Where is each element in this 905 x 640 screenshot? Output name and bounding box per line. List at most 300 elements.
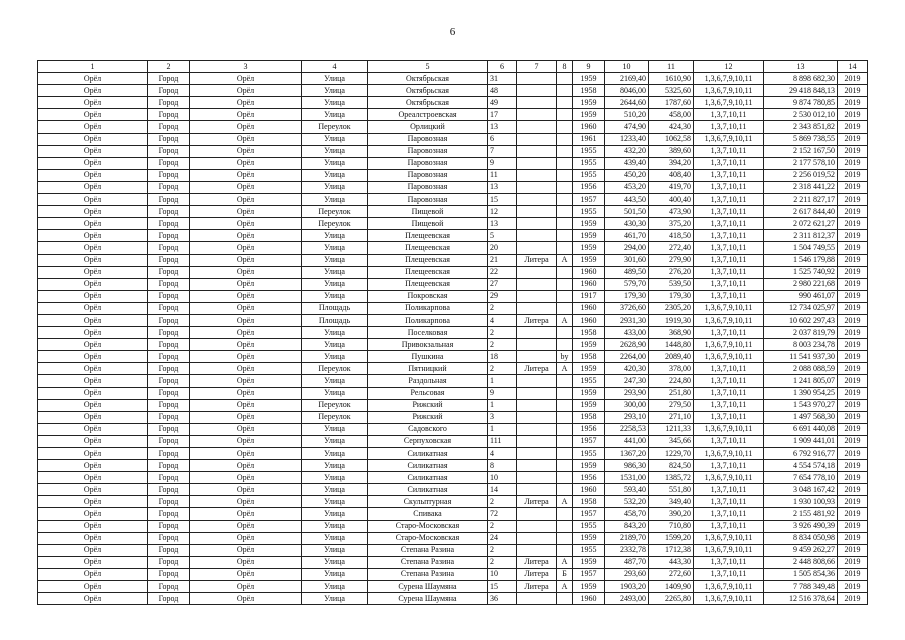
- table-cell: Город: [148, 194, 190, 206]
- table-cell: Орёл: [38, 448, 148, 460]
- table-cell: Переулок: [302, 363, 368, 375]
- table-cell: 1956: [573, 472, 605, 484]
- table-cell: 6 691 440,08: [764, 423, 838, 435]
- table-cell: 2 343 851,82: [764, 121, 838, 133]
- table-row: [38, 496, 868, 508]
- table-cell: Орёл: [38, 145, 148, 157]
- table-cell: [557, 230, 573, 242]
- table-cell: 510,20: [605, 109, 649, 121]
- table-cell: by: [557, 351, 573, 363]
- table-row: [38, 85, 868, 97]
- column-header: 10: [605, 61, 649, 73]
- table-cell: 1,3,7,10,11: [694, 484, 764, 496]
- table-cell: [557, 206, 573, 218]
- table-cell: Орёл: [38, 484, 148, 496]
- table-cell: 2019: [838, 254, 868, 266]
- table-cell: Плещеевская: [368, 254, 488, 266]
- table-cell: 300,00: [605, 399, 649, 411]
- table-cell: Сурена Шаумяна: [368, 581, 488, 593]
- table-cell: 9 459 262,27: [764, 544, 838, 556]
- table-cell: Улица: [302, 423, 368, 435]
- table-cell: Орёл: [190, 121, 302, 133]
- table-cell: Орёл: [190, 169, 302, 181]
- table-cell: 247,30: [605, 375, 649, 387]
- table-cell: Орёл: [38, 302, 148, 314]
- table-cell: Пятницкий: [368, 363, 488, 375]
- table-cell: 1,3,7,10,11: [694, 568, 764, 580]
- table-cell: Город: [148, 508, 190, 520]
- table-cell: Город: [148, 544, 190, 556]
- table-cell: 10 602 297,43: [764, 314, 838, 326]
- table-cell: Скульптурная: [368, 496, 488, 508]
- table-cell: 432,20: [605, 145, 649, 157]
- table-cell: Город: [148, 169, 190, 181]
- table-cell: Орёл: [190, 218, 302, 230]
- table-cell: Орёл: [38, 85, 148, 97]
- table-cell: 1,3,7,10,11: [694, 375, 764, 387]
- table-cell: 2019: [838, 399, 868, 411]
- column-header: 12: [694, 61, 764, 73]
- table-cell: Орёл: [38, 218, 148, 230]
- table-cell: 5 869 738,55: [764, 133, 838, 145]
- table-cell: Старо-Московская: [368, 532, 488, 544]
- table-cell: Город: [148, 230, 190, 242]
- table-cell: Город: [148, 314, 190, 326]
- table-cell: 1367,20: [605, 448, 649, 460]
- table-cell: 1,3,7,10,11: [694, 121, 764, 133]
- table-cell: 1062,58: [649, 133, 694, 145]
- table-cell: 1,3,6,7,9,10,11: [694, 133, 764, 145]
- table-cell: 1956: [573, 423, 605, 435]
- table-cell: [557, 508, 573, 520]
- table-cell: Плещеевская: [368, 230, 488, 242]
- table-cell: 1,3,7,10,11: [694, 169, 764, 181]
- table-cell: [517, 85, 557, 97]
- column-header: 6: [488, 61, 517, 73]
- table-cell: Старо-Московская: [368, 520, 488, 532]
- table-cell: Орёл: [38, 460, 148, 472]
- table-row: [38, 581, 868, 593]
- table-cell: 439,40: [605, 157, 649, 169]
- table-cell: 20: [488, 242, 517, 254]
- table-cell: 179,30: [649, 290, 694, 302]
- table-cell: Орёл: [190, 109, 302, 121]
- table-cell: Орёл: [38, 339, 148, 351]
- table-cell: Орёл: [38, 411, 148, 423]
- table-cell: 1,3,7,10,11: [694, 266, 764, 278]
- table-cell: Орёл: [38, 399, 148, 411]
- table-cell: Улица: [302, 351, 368, 363]
- table-cell: 279,50: [649, 399, 694, 411]
- table-cell: 24: [488, 532, 517, 544]
- table-cell: Город: [148, 339, 190, 351]
- table-cell: Улица: [302, 472, 368, 484]
- table-row: [38, 593, 868, 605]
- table-cell: Литера: [517, 314, 557, 326]
- table-cell: 2019: [838, 581, 868, 593]
- table-cell: Силикатная: [368, 484, 488, 496]
- table-cell: 12: [488, 206, 517, 218]
- table-cell: Орёл: [38, 194, 148, 206]
- table-cell: 1: [488, 375, 517, 387]
- table-cell: Орёл: [190, 97, 302, 109]
- table-cell: Орёл: [190, 460, 302, 472]
- table-cell: 551,80: [649, 484, 694, 496]
- table-cell: Паровозная: [368, 145, 488, 157]
- table-cell: 1,3,7,10,11: [694, 109, 764, 121]
- table-cell: 1959: [573, 218, 605, 230]
- table-cell: 1959: [573, 363, 605, 375]
- table-row: [38, 157, 868, 169]
- table-cell: [517, 327, 557, 339]
- table-cell: 2019: [838, 544, 868, 556]
- table-cell: 2019: [838, 157, 868, 169]
- table-cell: Орёл: [190, 242, 302, 254]
- column-header: 2: [148, 61, 190, 73]
- table-cell: [517, 206, 557, 218]
- table-cell: Литера: [517, 496, 557, 508]
- table-cell: 441,00: [605, 435, 649, 447]
- table-cell: 1960: [573, 121, 605, 133]
- table-cell: Орёл: [38, 363, 148, 375]
- table-cell: 11 541 937,30: [764, 351, 838, 363]
- table-row: [38, 218, 868, 230]
- table-cell: Орёл: [38, 109, 148, 121]
- table-cell: Литера: [517, 568, 557, 580]
- table-cell: Поселковая: [368, 327, 488, 339]
- table-cell: 1,3,6,7,9,10,11: [694, 532, 764, 544]
- table-row: [38, 544, 868, 556]
- table-cell: 9 874 780,85: [764, 97, 838, 109]
- table-cell: Улица: [302, 387, 368, 399]
- table-cell: Город: [148, 568, 190, 580]
- table-cell: Улица: [302, 508, 368, 520]
- table-cell: 424,30: [649, 121, 694, 133]
- table-row: [38, 206, 868, 218]
- table-cell: Орёл: [190, 181, 302, 193]
- table-cell: Площадь: [302, 314, 368, 326]
- table-cell: Орёл: [38, 314, 148, 326]
- table-cell: Город: [148, 399, 190, 411]
- column-header: 14: [838, 61, 868, 73]
- table-cell: 251,80: [649, 387, 694, 399]
- table-cell: [517, 339, 557, 351]
- table-cell: 2089,40: [649, 351, 694, 363]
- table-row: [38, 363, 868, 375]
- table-cell: [557, 121, 573, 133]
- table-cell: 1903,20: [605, 581, 649, 593]
- table-cell: 2931,30: [605, 314, 649, 326]
- table-cell: 1,3,6,7,9,10,11: [694, 423, 764, 435]
- table-cell: 22: [488, 266, 517, 278]
- table-cell: 224,80: [649, 375, 694, 387]
- table-cell: 1 525 740,92: [764, 266, 838, 278]
- table-cell: 1: [488, 399, 517, 411]
- table-cell: [517, 544, 557, 556]
- table-cell: Сурена Шаумяна: [368, 593, 488, 605]
- table-cell: 2019: [838, 484, 868, 496]
- table-cell: 7 654 778,10: [764, 472, 838, 484]
- table-cell: [557, 302, 573, 314]
- table-cell: 1960: [573, 266, 605, 278]
- table-cell: 824,50: [649, 460, 694, 472]
- table-cell: 5: [488, 230, 517, 242]
- table-cell: Орёл: [190, 145, 302, 157]
- table-cell: 1,3,7,10,11: [694, 194, 764, 206]
- table-cell: Паровозная: [368, 157, 488, 169]
- table-cell: 294,00: [605, 242, 649, 254]
- table-row: [38, 290, 868, 302]
- table-cell: Плещеевская: [368, 278, 488, 290]
- table-cell: 1959: [573, 73, 605, 85]
- table-cell: 29 418 848,13: [764, 85, 838, 97]
- table-cell: 8: [488, 460, 517, 472]
- table-cell: 1,3,6,7,9,10,11: [694, 593, 764, 605]
- table-cell: Орёл: [190, 206, 302, 218]
- table-cell: А: [557, 254, 573, 266]
- table-cell: 2493,00: [605, 593, 649, 605]
- table-row: [38, 484, 868, 496]
- table-cell: 2019: [838, 496, 868, 508]
- table-cell: 2019: [838, 314, 868, 326]
- table-cell: 2019: [838, 218, 868, 230]
- table-cell: Орёл: [38, 375, 148, 387]
- table-cell: 1959: [573, 399, 605, 411]
- table-cell: Серпуховская: [368, 435, 488, 447]
- table-row: [38, 423, 868, 435]
- table-cell: Город: [148, 435, 190, 447]
- table-cell: 1,3,7,10,11: [694, 157, 764, 169]
- table-cell: 1959: [573, 556, 605, 568]
- table-cell: Город: [148, 97, 190, 109]
- table-cell: 10: [488, 568, 517, 580]
- table-cell: Октябрьская: [368, 97, 488, 109]
- table-cell: А: [557, 314, 573, 326]
- table-cell: [557, 435, 573, 447]
- table-cell: 31: [488, 73, 517, 85]
- table-cell: 458,70: [605, 508, 649, 520]
- table-cell: 443,50: [605, 194, 649, 206]
- table-cell: Орёл: [38, 206, 148, 218]
- table-cell: [557, 242, 573, 254]
- table-cell: Орёл: [38, 593, 148, 605]
- table-cell: 1960: [573, 593, 605, 605]
- table-cell: Орёл: [38, 230, 148, 242]
- table-cell: 2019: [838, 520, 868, 532]
- table-cell: Садовского: [368, 423, 488, 435]
- table-cell: 1957: [573, 508, 605, 520]
- table-cell: Литера: [517, 581, 557, 593]
- table-cell: 1960: [573, 484, 605, 496]
- table-cell: 2332,78: [605, 544, 649, 556]
- table-cell: Город: [148, 532, 190, 544]
- table-cell: [557, 520, 573, 532]
- table-cell: 1956: [573, 181, 605, 193]
- table-cell: 49: [488, 97, 517, 109]
- table-cell: Литера: [517, 254, 557, 266]
- table-cell: [517, 290, 557, 302]
- table-cell: Улица: [302, 520, 368, 532]
- table-cell: [517, 472, 557, 484]
- table-cell: Город: [148, 145, 190, 157]
- table-cell: 1957: [573, 435, 605, 447]
- table-cell: Б: [557, 568, 573, 580]
- table-cell: [557, 157, 573, 169]
- table-cell: 579,70: [605, 278, 649, 290]
- table-cell: 1,3,6,7,9,10,11: [694, 302, 764, 314]
- table-cell: Улица: [302, 496, 368, 508]
- table-cell: 9: [488, 157, 517, 169]
- table-cell: 48: [488, 85, 517, 97]
- column-header: 7: [517, 61, 557, 73]
- table-cell: 458,00: [649, 109, 694, 121]
- table-cell: 843,20: [605, 520, 649, 532]
- table-cell: Орёл: [190, 133, 302, 145]
- table-cell: 15: [488, 194, 517, 206]
- table-cell: 1958: [573, 496, 605, 508]
- table-cell: 8 898 682,30: [764, 73, 838, 85]
- table-cell: Орёл: [190, 194, 302, 206]
- table-cell: Орёл: [38, 423, 148, 435]
- table-cell: 1959: [573, 339, 605, 351]
- table-cell: Орёл: [38, 556, 148, 568]
- table-cell: 7: [488, 145, 517, 157]
- table-cell: 1957: [573, 568, 605, 580]
- table-cell: 1955: [573, 520, 605, 532]
- table-cell: Город: [148, 448, 190, 460]
- table-cell: 2: [488, 302, 517, 314]
- table-row: [38, 568, 868, 580]
- table-cell: 2: [488, 363, 517, 375]
- table-cell: Город: [148, 423, 190, 435]
- table-cell: 13: [488, 181, 517, 193]
- table-cell: Город: [148, 218, 190, 230]
- table-cell: Город: [148, 266, 190, 278]
- table-cell: 8 834 050,98: [764, 532, 838, 544]
- table-cell: 111: [488, 435, 517, 447]
- table-cell: 11: [488, 169, 517, 181]
- table-cell: 1,3,6,7,9,10,11: [694, 472, 764, 484]
- table-cell: 2019: [838, 448, 868, 460]
- table-cell: Орёл: [190, 556, 302, 568]
- table-cell: 2: [488, 556, 517, 568]
- table-cell: 1385,72: [649, 472, 694, 484]
- table-cell: Город: [148, 278, 190, 290]
- table-cell: Город: [148, 327, 190, 339]
- table-cell: [557, 460, 573, 472]
- table-cell: Рижский: [368, 399, 488, 411]
- table-cell: 2019: [838, 85, 868, 97]
- table-cell: Орёл: [190, 375, 302, 387]
- table-cell: Улица: [302, 568, 368, 580]
- table-cell: 2019: [838, 460, 868, 472]
- table-cell: Улица: [302, 556, 368, 568]
- table-cell: Город: [148, 242, 190, 254]
- table-cell: А: [557, 496, 573, 508]
- table-cell: 1959: [573, 532, 605, 544]
- table-cell: 2019: [838, 327, 868, 339]
- table-cell: 5325,60: [649, 85, 694, 97]
- table-cell: Орёл: [190, 73, 302, 85]
- table-cell: Город: [148, 411, 190, 423]
- table-cell: 272,40: [649, 242, 694, 254]
- table-cell: 1,3,7,10,11: [694, 496, 764, 508]
- table-cell: 1955: [573, 206, 605, 218]
- table-row: [38, 97, 868, 109]
- table-cell: Орёл: [38, 73, 148, 85]
- table-cell: Город: [148, 85, 190, 97]
- table-cell: 2019: [838, 508, 868, 520]
- table-cell: Орёл: [190, 484, 302, 496]
- table-cell: 293,10: [605, 411, 649, 423]
- table-cell: 1,3,6,7,9,10,11: [694, 97, 764, 109]
- table-cell: 1,3,6,7,9,10,11: [694, 581, 764, 593]
- table-cell: 1,3,7,10,11: [694, 218, 764, 230]
- table-cell: [517, 109, 557, 121]
- table-cell: 7 788 349,48: [764, 581, 838, 593]
- table-cell: [517, 121, 557, 133]
- table-cell: Орёл: [190, 581, 302, 593]
- table-cell: 1 546 179,88: [764, 254, 838, 266]
- table-cell: [557, 484, 573, 496]
- table-cell: 2 530 012,10: [764, 109, 838, 121]
- table-cell: [517, 460, 557, 472]
- table-cell: 2019: [838, 387, 868, 399]
- table-cell: 10: [488, 472, 517, 484]
- table-cell: 15: [488, 581, 517, 593]
- table-cell: 279,90: [649, 254, 694, 266]
- table-cell: 394,20: [649, 157, 694, 169]
- table-cell: Орёл: [38, 508, 148, 520]
- table-cell: 2019: [838, 266, 868, 278]
- table-cell: Улица: [302, 157, 368, 169]
- table-cell: 1959: [573, 242, 605, 254]
- table-cell: 2264,00: [605, 351, 649, 363]
- table-cell: Плещеевская: [368, 242, 488, 254]
- table-cell: 2019: [838, 375, 868, 387]
- table-cell: Литера: [517, 556, 557, 568]
- table-cell: Орёл: [190, 290, 302, 302]
- table-cell: [557, 375, 573, 387]
- table-cell: 3 048 167,42: [764, 484, 838, 496]
- table-cell: 1917: [573, 290, 605, 302]
- table-cell: 1787,60: [649, 97, 694, 109]
- table-cell: 2305,20: [649, 302, 694, 314]
- table-cell: 487,70: [605, 556, 649, 568]
- table-cell: Город: [148, 254, 190, 266]
- table-cell: 1959: [573, 254, 605, 266]
- table-cell: 420,30: [605, 363, 649, 375]
- table-cell: 443,30: [649, 556, 694, 568]
- table-cell: 2: [488, 327, 517, 339]
- table-cell: Город: [148, 472, 190, 484]
- table-cell: [517, 194, 557, 206]
- table-cell: 1 930 100,93: [764, 496, 838, 508]
- table-cell: Паровозная: [368, 194, 488, 206]
- table-cell: 2019: [838, 242, 868, 254]
- table-cell: 408,40: [649, 169, 694, 181]
- table-cell: [517, 484, 557, 496]
- table-cell: 1955: [573, 145, 605, 157]
- table-cell: Степана Разина: [368, 556, 488, 568]
- table-cell: 1960: [573, 314, 605, 326]
- table-cell: 433,00: [605, 327, 649, 339]
- table-cell: Улица: [302, 544, 368, 556]
- table-cell: 710,80: [649, 520, 694, 532]
- table-cell: 1958: [573, 411, 605, 423]
- table-cell: Паровозная: [368, 181, 488, 193]
- table-cell: 8046,00: [605, 85, 649, 97]
